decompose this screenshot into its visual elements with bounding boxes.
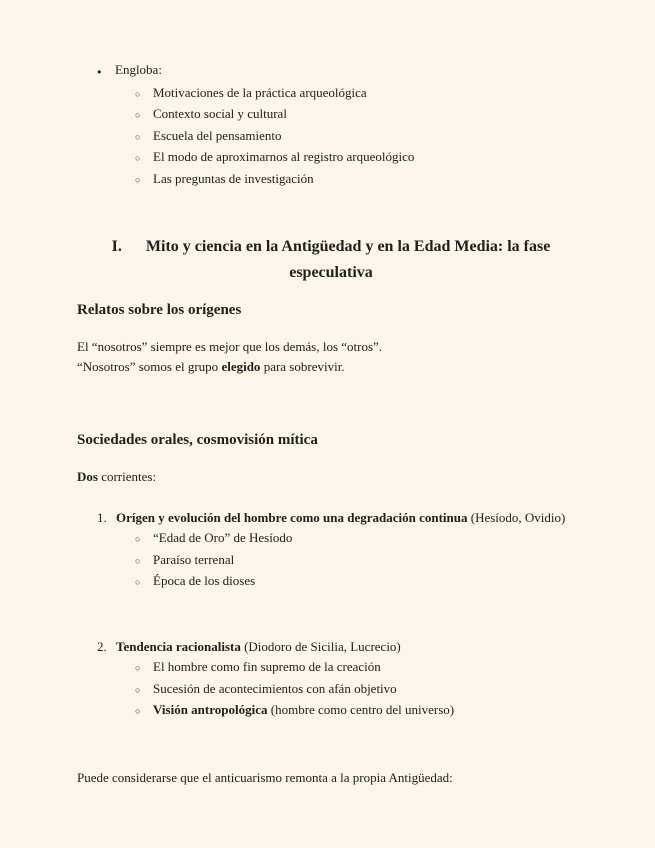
sub-rest-text: El hombre como fin supremo de la creación [153, 659, 381, 674]
circle-bullet-icon [135, 104, 153, 126]
circle-bullet-icon [135, 147, 153, 169]
item-bold-text: Tendencia racionalista [116, 638, 241, 654]
list-item-text: Motivaciones de la práctica arqueológica [153, 84, 367, 100]
intro-bold: Dos [77, 469, 98, 484]
page-title [77, 234, 585, 286]
circle-bullet-icon [135, 700, 153, 722]
circle-bullet-icon [135, 657, 153, 679]
item-bold-text: Orígen y evolución del hombre como una degradación continua [116, 509, 468, 525]
list-item-text: Engloba: [115, 62, 162, 77]
list-item [77, 657, 585, 679]
closing-line: Puede considerarse que el anticuarismo remonta a la propia Antigüedad: [77, 769, 453, 785]
numbered-item-2 [77, 637, 585, 658]
list-item-engloba [77, 60, 585, 83]
paragraph-origins [77, 337, 585, 376]
section-heading-relatos: Relatos sobre los orígenes [77, 302, 242, 318]
disc-bullet-icon [97, 60, 115, 83]
list-item-text [153, 528, 292, 549]
heading-text: Mito y ciencia en la Antigüedad y en la Edad Media: la fase especulativa [145, 238, 551, 281]
item-text [116, 637, 401, 658]
intro-line [77, 467, 585, 487]
list-item-text [153, 657, 381, 678]
list-item-text [153, 571, 255, 592]
circle-bullet-icon [135, 126, 153, 148]
paragraph-line-part: para sobrevivir. [260, 358, 345, 374]
list-item-text: El modo de aproximarnos al registro arqueológico [153, 149, 415, 164]
item-rest-text: (Diodoro de Sicilia, Lucrecio) [240, 638, 401, 654]
circle-bullet-icon [135, 169, 153, 191]
intro-rest: corrientes: [97, 469, 157, 484]
sub-rest-text: (hombre como centro del universo) [267, 702, 455, 717]
list-item [77, 147, 585, 169]
list-item [77, 104, 585, 126]
list-item-text [153, 679, 397, 700]
list-item [77, 679, 585, 701]
list-item [77, 83, 585, 105]
sub-rest-text: “Edad de Oro” de Hesíodo [153, 530, 293, 545]
sub-rest-text: Paraíso terrenal [153, 551, 235, 567]
circle-bullet-icon [135, 83, 153, 105]
list-item-text: Las preguntas de investigación [153, 170, 314, 186]
item-number: 2. [97, 638, 107, 654]
section-heading-sociedades: Sociedades orales, cosmovisión mítica [77, 432, 318, 448]
item-text [116, 508, 565, 529]
list-item [77, 700, 585, 722]
list-item-text: Escuela del pensamiento [153, 127, 282, 143]
list-item [77, 528, 585, 550]
sub-rest-text: Época de los dioses [153, 573, 256, 588]
circle-bullet-icon [135, 679, 153, 701]
list-item [77, 550, 585, 572]
circle-bullet-icon [135, 528, 153, 550]
heading-number: I. [111, 238, 122, 255]
list-item [77, 571, 585, 593]
circle-bullet-icon [135, 550, 153, 572]
sub-bold-text: Visión antropológica [153, 702, 268, 717]
paragraph-line: El “nosotros” siempre es mejor que los demás, los “otros”. [77, 339, 383, 354]
list-item [77, 126, 585, 148]
list-item-text: Contexto social y cultural [153, 106, 287, 121]
paragraph-line-part: “Nosotros” somos el grupo [77, 358, 222, 374]
item-rest-text: (Hesíodo, Ovidio) [467, 509, 566, 525]
list-item-text [153, 550, 234, 571]
numbered-item-1 [77, 508, 585, 529]
list-item [77, 169, 585, 191]
bold-word-elegido: elegido [221, 358, 261, 374]
item-number: 1. [97, 509, 107, 525]
list-item-text [153, 700, 454, 721]
circle-bullet-icon [135, 571, 153, 593]
sub-rest-text: Sucesión de acontecimientos con afán objetivo [153, 680, 397, 696]
